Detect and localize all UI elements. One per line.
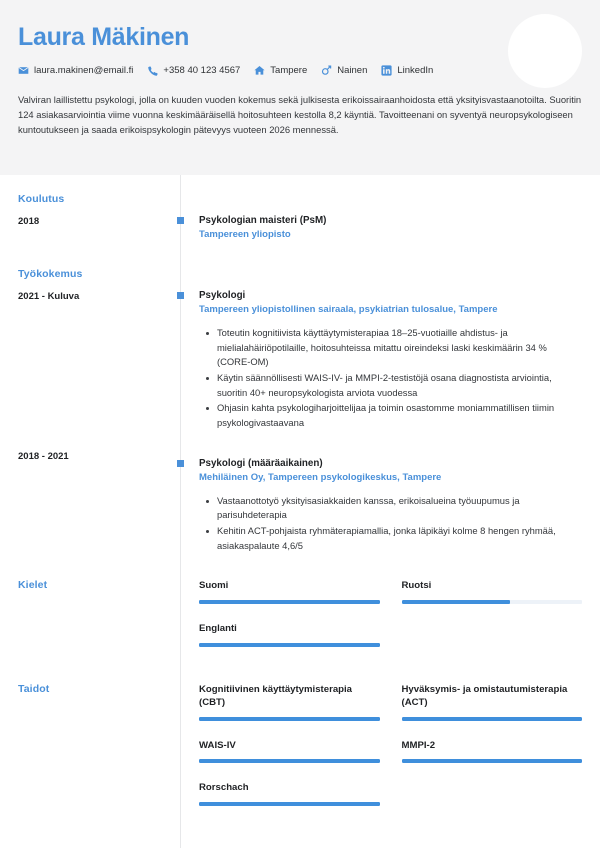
- timeline-marker-icon: [177, 460, 184, 467]
- list-item: Käytin säännöllisesti WAIS-IV- ja MMPI-2-testistöjä osana diagnostista arviointia, suoritin 40+ neuropsykologista arviota vuodessa: [215, 371, 582, 400]
- skill-level-fill: [199, 717, 380, 721]
- skill-name: Rorschach: [199, 782, 249, 794]
- contact-gender: [321, 65, 367, 76]
- language-level-fill: [402, 600, 510, 604]
- spacer: [0, 665, 600, 683]
- skill-name: Kognitiivinen käyttäytymisterapia (CBT): [199, 683, 353, 709]
- skill-level-bar: [402, 717, 583, 721]
- education-period: 2018: [18, 216, 40, 227]
- contact-phone-text: +358 40 123 4567: [163, 64, 241, 76]
- experience-period-0: 2021 - Kuluva: [18, 290, 80, 302]
- language-name: Englanti: [199, 622, 237, 634]
- skill-item: [402, 683, 583, 721]
- languages-section-title: Kielet: [18, 579, 48, 592]
- education-right-col: [180, 193, 582, 246]
- experience-entry: [199, 289, 582, 431]
- skill-level-bar: [199, 802, 380, 806]
- timeline-marker-icon: [177, 292, 184, 299]
- experience-section-title: Työkokemus: [18, 267, 83, 280]
- avatar: [508, 14, 582, 88]
- skill-item: [199, 739, 380, 764]
- section-languages: [0, 579, 600, 664]
- contact-linkedin-text: LinkedIn: [397, 64, 434, 76]
- education-section-title: Koulutus: [18, 193, 65, 205]
- language-level-bar: [199, 600, 380, 604]
- skill-name: WAIS-IV: [199, 739, 236, 751]
- contact-email-text: laura.makinen@email.fi: [34, 64, 134, 76]
- experience-organization[interactable]: Tampereen yliopistollinen sairaala, psykiatrian tulosalue, Tampere: [199, 304, 498, 316]
- language-item: [199, 622, 380, 647]
- contact-location: [254, 65, 307, 76]
- experience-left-col: [0, 268, 180, 557]
- skill-level-bar: [199, 759, 380, 763]
- section-experience: [0, 268, 600, 557]
- spacer: [0, 557, 600, 579]
- experience-bullets: [199, 326, 582, 431]
- phone-icon: [147, 65, 158, 76]
- language-name: Ruotsi: [401, 580, 432, 592]
- language-name: Suomi: [199, 580, 229, 592]
- skill-level-bar: [402, 759, 583, 763]
- languages-left-col: [0, 579, 180, 664]
- skills-grid: [199, 683, 582, 824]
- resume-header: [0, 0, 600, 175]
- list-item: Vastaanottotyö yksityisasiakkaiden kanssa, erikoisalueina työuupumus ja parisuhdeterapia: [215, 494, 582, 523]
- contact-phone[interactable]: [147, 65, 240, 76]
- languages-right-col: [180, 579, 582, 664]
- skill-name: Hyväksymis- ja omistautumisterapia (ACT): [401, 683, 568, 709]
- education-left-col: [0, 193, 180, 246]
- education-degree: Psykologian maisteri (PsM): [199, 215, 327, 226]
- language-level-fill: [199, 643, 380, 647]
- home-icon: [254, 65, 265, 76]
- skills-section-title: Taidot: [18, 682, 50, 695]
- skill-level-bar: [199, 717, 380, 721]
- experience-job-title: Psykologi: [199, 289, 246, 301]
- experience-period-1: 2018 - 2021: [18, 451, 69, 463]
- experience-bullets: [199, 494, 582, 554]
- skill-item: [199, 683, 380, 721]
- skill-level-fill: [199, 759, 380, 763]
- skill-item: [402, 739, 583, 764]
- professional-summary: Valviran laillistettu psykologi, jolla on kuuden vuoden kokemus sekä julkisesta erikoissairaanhoidosta että yksityisvastaanotoilta. Suoritin 124 asiakasarviointia viime vuonna keskimääräisellä hoitosuhteen kestolla 8,2 käyntiä. Tavoitteenani on syventyä neuropsykologiseen kuntoutukseen ja saada erikoispsykologin pätevyys vuoteen 2026 mennessä.: [18, 93, 582, 135]
- experience-job-title: Psykologi (määräaikainen): [199, 457, 323, 469]
- education-institution[interactable]: Tampereen yliopisto: [199, 229, 291, 241]
- section-education: [0, 193, 600, 246]
- list-item: Ohjasin kahta psykologiharjoittelijaa ja toimin osastomme moniammatillisen tiimin psykologivastaavana: [215, 401, 582, 430]
- linkedin-icon: [381, 65, 392, 76]
- timeline-marker-icon: [177, 217, 184, 224]
- contact-gender-text: Nainen: [337, 64, 368, 76]
- education-entry: [199, 214, 582, 242]
- list-item: Toteutin kognitiivista käyttäytymisterapiaa 18–25-vuotiaille ahdistus- ja mielialahäiriöpotilaille, hoitosuhteissa mitattu oireindeksi laski keskimäärin 34 % (CORE-OM): [215, 326, 582, 370]
- skills-right-col: [180, 683, 582, 824]
- skill-name: MMPI-2: [401, 739, 436, 751]
- list-item: Kehitin ACT-pohjaista ryhmäterapiamallia, jonka läpikäyi kolme 8 hengen ryhmää, asiakaspalaute 4,6/5: [215, 524, 582, 553]
- experience-organization[interactable]: Mehiläinen Oy, Tampereen psykologikeskus, Tampere: [199, 471, 442, 483]
- skills-left-col: [0, 683, 180, 824]
- language-level-fill: [199, 600, 380, 604]
- skill-level-fill: [402, 759, 583, 763]
- gender-icon: [321, 65, 332, 76]
- experience-right-col: [180, 268, 582, 557]
- language-level-bar: [199, 643, 380, 647]
- spacer: [0, 246, 600, 268]
- language-item: [199, 579, 380, 604]
- contact-row: [18, 65, 582, 76]
- language-level-bar: [402, 600, 583, 604]
- language-item: [402, 579, 583, 604]
- section-skills: [0, 683, 600, 824]
- skill-level-fill: [402, 717, 583, 721]
- candidate-name: Laura Mäkinen: [18, 23, 190, 51]
- skill-item: [199, 781, 380, 806]
- contact-email[interactable]: [18, 65, 133, 76]
- contact-linkedin[interactable]: [381, 65, 433, 76]
- resume-body: [0, 175, 600, 848]
- languages-grid: [199, 579, 582, 664]
- experience-entry: [199, 457, 582, 554]
- skill-level-fill: [199, 802, 380, 806]
- contact-location-text: Tampere: [270, 64, 308, 76]
- envelope-icon: [18, 65, 29, 76]
